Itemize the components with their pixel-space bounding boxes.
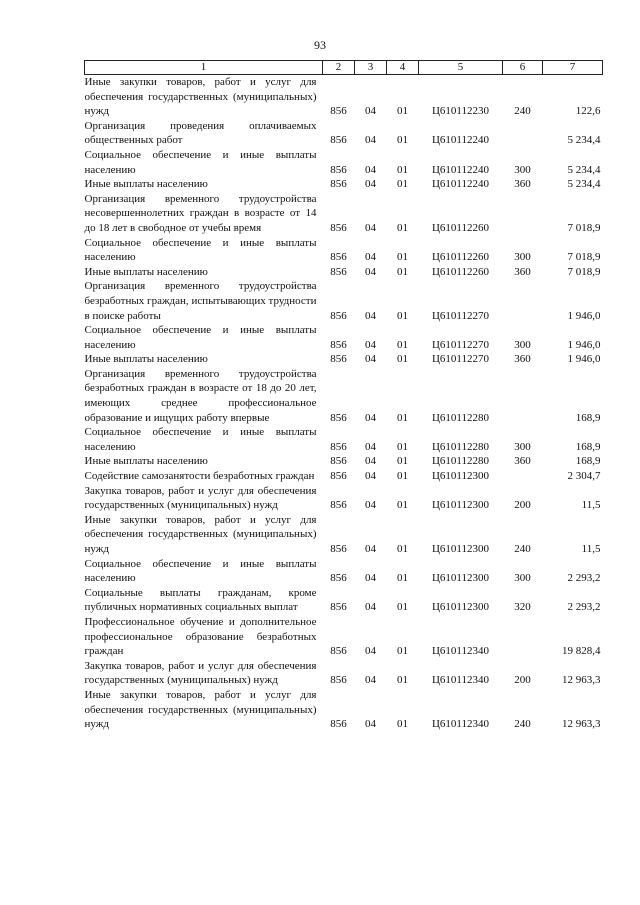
ministry-code: 856: [330, 543, 347, 555]
expense-type-code: 360: [514, 455, 531, 468]
amount: 7 018,9: [567, 265, 601, 278]
row-name: Иные выплаты населению: [84, 178, 208, 191]
row-name: Организация проведения оплачиваемых общественных работ: [84, 119, 317, 147]
ministry-code: 856: [330, 645, 347, 658]
table-row: [85, 236, 603, 265]
ministry-code: 856: [330, 674, 347, 687]
amount: 2 293,2: [567, 572, 601, 585]
ministry-code: 856: [330, 470, 347, 483]
ministry-code: 856: [330, 718, 347, 731]
amount: 12 963,3: [562, 718, 601, 731]
ministry-code: 856: [330, 499, 347, 512]
subsection-code: 01: [397, 470, 408, 483]
page-number: 93: [314, 38, 326, 52]
target-article-code: Ц610112280: [431, 440, 490, 453]
ministry-code: 856: [330, 572, 347, 585]
section-code: 04: [365, 221, 376, 234]
expense-type-code: 320: [514, 601, 531, 614]
subsection-code: 01: [397, 309, 408, 322]
column-header: 1: [85, 61, 323, 75]
target-article-code: Ц610112280: [431, 455, 490, 468]
amount: 5 234,4: [567, 134, 601, 147]
subsection-code: 01: [397, 674, 408, 687]
ministry-code: 856: [330, 251, 347, 264]
expense-type-code: [503, 192, 543, 236]
amount: 1 946,0: [567, 353, 601, 366]
expense-type-code: 360: [514, 353, 531, 366]
target-article-code: Ц610112240: [431, 134, 490, 147]
expense-type-code: [503, 367, 543, 425]
expense-type-code: 300: [514, 440, 531, 453]
amount: 19 828,4: [562, 645, 601, 658]
amount: 5 234,4: [567, 178, 601, 191]
row-name: Организация временного трудоустройства безработных граждан, испытывающих трудности в поиске работы: [84, 280, 317, 322]
table-row: [85, 279, 603, 323]
expense-type-code: 300: [514, 572, 531, 585]
expense-type-code: 360: [514, 178, 531, 191]
section-code: 04: [365, 338, 376, 351]
amount: 168,9: [575, 455, 601, 468]
table-row: [85, 367, 603, 425]
column-header: 4: [387, 61, 419, 75]
table-header: [85, 61, 603, 75]
section-code: 04: [365, 265, 376, 278]
row-name: Профессиональное обучение и дополнительное профессиональное образование безработных граждан: [84, 615, 317, 658]
row-name: Иные закупки товаров, работ и услуг для обеспечения государственных (муниципальных) нужд: [84, 513, 317, 555]
table-row: [85, 352, 603, 367]
section-code: 04: [365, 163, 376, 176]
table-row: [85, 454, 603, 469]
subsection-code: 01: [397, 221, 408, 234]
section-code: 04: [365, 105, 376, 118]
amount: 11,5: [581, 543, 601, 555]
ministry-code: 856: [330, 105, 347, 118]
row-name: Социальное обеспечение и иные выплаты населению: [84, 324, 317, 351]
ministry-code: 856: [330, 455, 347, 468]
row-name: Иные выплаты населению: [84, 353, 208, 366]
expense-type-code: [503, 469, 543, 484]
target-article-code: Ц610112270: [431, 309, 490, 322]
amount: 5 234,4: [567, 163, 601, 176]
row-name: Иные выплаты населению: [84, 455, 208, 468]
row-name: Закупка товаров, работ и услуг для обеспечения государственных (муниципальных) нужд: [84, 659, 317, 687]
target-article-code: Ц610112280: [431, 411, 490, 424]
amount: 2 293,2: [567, 601, 601, 614]
section-code: 04: [365, 440, 376, 453]
target-article-code: Ц610112340: [431, 674, 490, 687]
row-name: Социальное обеспечение и иные выплаты населению: [84, 148, 317, 176]
section-code: 04: [365, 353, 376, 366]
amount: 7 018,9: [567, 251, 601, 264]
ministry-code: 856: [330, 134, 347, 147]
expense-type-code: [503, 615, 543, 659]
section-code: 04: [365, 718, 376, 731]
target-article-code: Ц610112270: [431, 338, 490, 351]
table-row: [85, 425, 603, 454]
section-code: 04: [365, 470, 376, 483]
amount: 1 946,0: [567, 338, 601, 351]
table-row: [85, 557, 603, 586]
subsection-code: 01: [397, 543, 408, 555]
expense-type-code: 200: [514, 674, 531, 687]
expense-type-code: [503, 279, 543, 323]
amount: 168,9: [575, 411, 601, 424]
table-row: [85, 323, 603, 352]
target-article-code: Ц610112240: [431, 178, 490, 191]
section-code: 04: [365, 251, 376, 264]
expense-type-code: 240: [514, 543, 531, 555]
section-code: 04: [365, 674, 376, 687]
table-body: [85, 75, 603, 732]
amount: 12 963,3: [562, 674, 601, 687]
target-article-code: Ц610112240: [431, 163, 490, 176]
header-row: [85, 61, 603, 75]
ministry-code: 856: [330, 411, 347, 424]
subsection-code: 01: [397, 134, 408, 147]
column-header: 7: [543, 61, 603, 75]
target-article-code: Ц610112270: [431, 353, 490, 366]
subsection-code: 01: [397, 338, 408, 351]
subsection-code: 01: [397, 163, 408, 176]
target-article-code: Ц610112230: [431, 105, 490, 118]
column-header: 6: [503, 61, 543, 75]
target-article-code: Ц610112260: [431, 251, 490, 264]
ministry-code: 856: [330, 309, 347, 322]
table-row: [85, 119, 603, 148]
table-row: [85, 192, 603, 236]
row-name: Иные закупки товаров, работ и услуг для обеспечения государственных (муниципальных) нужд: [84, 688, 317, 731]
section-code: 04: [365, 178, 376, 191]
section-code: 04: [365, 411, 376, 424]
expense-type-code: 360: [514, 265, 531, 278]
subsection-code: 01: [397, 353, 408, 366]
budget-table: [84, 60, 603, 732]
table-row: [85, 469, 603, 484]
target-article-code: Ц610112300: [431, 499, 490, 512]
column-header: 5: [419, 61, 503, 75]
amount: 11,5: [581, 499, 601, 512]
amount: 2 304,7: [567, 470, 601, 483]
expense-type-code: [503, 119, 543, 148]
table-row: [85, 177, 603, 192]
expense-type-code: 300: [514, 251, 531, 264]
table-row: [85, 659, 603, 688]
subsection-code: 01: [397, 499, 408, 512]
section-code: 04: [365, 572, 376, 585]
row-name: Социальные выплаты гражданам, кроме публичных нормативных социальных выплат: [84, 586, 317, 614]
section-code: 04: [365, 309, 376, 322]
table-row: [85, 148, 603, 177]
target-article-code: Ц610112300: [431, 572, 490, 585]
table-row: [85, 615, 603, 659]
amount: 168,9: [575, 440, 601, 453]
table-row: [85, 586, 603, 615]
target-article-code: Ц610112300: [431, 543, 490, 555]
ministry-code: 856: [330, 163, 347, 176]
row-name: Содействие самозанятости безработных граждан: [84, 470, 315, 483]
row-name: Организация временного трудоустройства безработных граждан в возрасте от 18 до 20 лет, имеющих среднее профессиональное образование и ищущих работу впервые: [84, 367, 317, 424]
subsection-code: 01: [397, 718, 408, 731]
table-row: [85, 265, 603, 280]
section-code: 04: [365, 543, 376, 555]
ministry-code: 856: [330, 178, 347, 191]
amount: 7 018,9: [567, 221, 601, 234]
target-article-code: Ц610112260: [431, 265, 490, 278]
table-row: [85, 688, 603, 732]
row-name: Социальное обеспечение и иные выплаты населению: [84, 557, 317, 585]
expense-type-code: 240: [514, 105, 531, 118]
row-name: Социальное обеспечение и иные выплаты населению: [84, 426, 317, 453]
table-row: [85, 513, 603, 557]
subsection-code: 01: [397, 411, 408, 424]
row-name: Закупка товаров, работ и услуг для обеспечения государственных (муниципальных) нужд: [84, 484, 317, 512]
column-header: 3: [355, 61, 387, 75]
target-article-code: Ц610112300: [431, 601, 490, 614]
subsection-code: 01: [397, 178, 408, 191]
subsection-code: 01: [397, 601, 408, 614]
subsection-code: 01: [397, 572, 408, 585]
ministry-code: 856: [330, 265, 347, 278]
target-article-code: Ц610112260: [431, 221, 490, 234]
expense-type-code: 240: [514, 718, 531, 731]
expense-type-code: 300: [514, 163, 531, 176]
section-code: 04: [365, 601, 376, 614]
target-article-code: Ц610112340: [431, 718, 490, 731]
subsection-code: 01: [397, 251, 408, 264]
row-name: Иные закупки товаров, работ и услуг для обеспечения государственных (муниципальных) нужд: [84, 76, 317, 118]
table-row: [85, 75, 603, 119]
expense-type-code: 200: [514, 499, 531, 512]
row-name: Организация временного трудоустройства несовершеннолетних граждан в возрасте от 14 до 18 лет в свободное от учебы время: [84, 192, 317, 234]
column-header: 2: [323, 61, 355, 75]
ministry-code: 856: [330, 601, 347, 614]
subsection-code: 01: [397, 455, 408, 468]
target-article-code: Ц610112300: [431, 470, 490, 483]
subsection-code: 01: [397, 265, 408, 278]
ministry-code: 856: [330, 338, 347, 351]
section-code: 04: [365, 499, 376, 512]
row-name: Иные выплаты населению: [84, 265, 208, 278]
expense-type-code: 300: [514, 338, 531, 351]
target-article-code: Ц610112340: [431, 645, 490, 658]
amount: 122,6: [575, 105, 601, 118]
subsection-code: 01: [397, 105, 408, 118]
ministry-code: 856: [330, 353, 347, 366]
section-code: 04: [365, 455, 376, 468]
amount: 1 946,0: [567, 309, 601, 322]
ministry-code: 856: [330, 221, 347, 234]
subsection-code: 01: [397, 440, 408, 453]
subsection-code: 01: [397, 645, 408, 658]
row-name: Социальное обеспечение и иные выплаты населению: [84, 236, 317, 264]
section-code: 04: [365, 645, 376, 658]
table-row: [85, 484, 603, 513]
ministry-code: 856: [330, 440, 347, 453]
section-code: 04: [365, 134, 376, 147]
